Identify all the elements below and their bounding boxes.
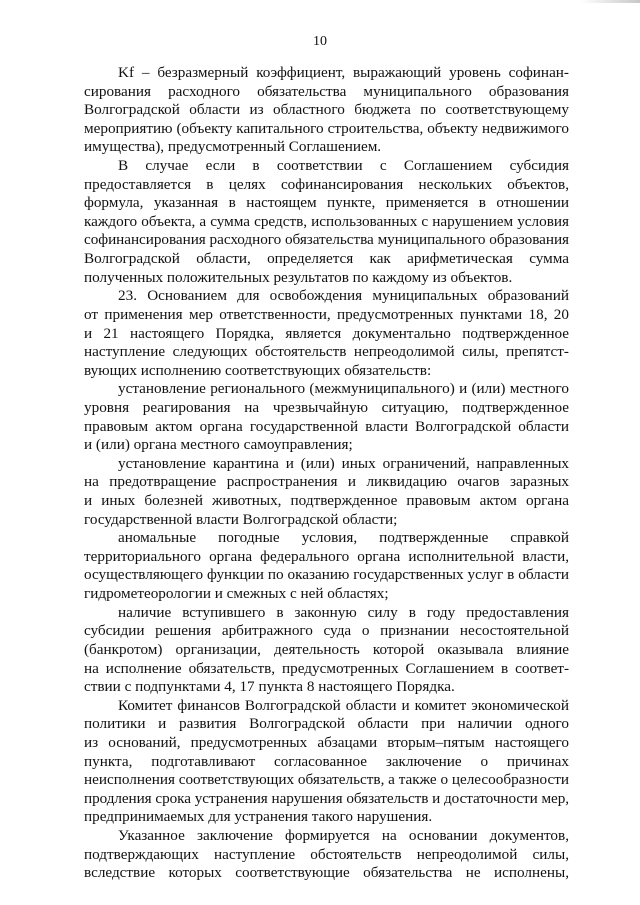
text-line: и иных болезней животных, подтвержденное правовым актом органа — [84, 492, 569, 510]
text-line: софинансирования расходного обязательства муниципального образования — [84, 231, 569, 249]
text-line: установление регионального (межмуниципального) и (или) местного — [118, 380, 569, 398]
scan-edge-mark — [580, 0, 640, 3]
text-line: имущества), предусмотренный Соглашением. — [84, 138, 382, 156]
text-line: Комитет финансов Волгоградской области и комитет экономической — [118, 696, 569, 714]
text-line: каждого объекта, а сумма средств, использованных с нарушением условия — [84, 212, 569, 230]
text-line: мероприятию (объекту капитального строительства, объекту недвижимого — [84, 119, 569, 137]
text-line: Указанное заключение формируется на основании документов, — [118, 826, 569, 844]
text-line: наступление следующих обстоятельств непреодолимой силы, препятст- — [84, 343, 569, 361]
text-line: В случае если в соответствии с Соглашением субсидия — [118, 157, 569, 175]
text-line: аномальные погодные условия, подтвержденные справкой — [118, 529, 569, 547]
text-line: 23. Основанием для освобождения муниципальных образований — [118, 287, 569, 305]
text-line: формула, указанная в настоящем пункте, применяется в отношении — [84, 194, 569, 212]
text-line: пункта, подготавливают согласованное заключение о причинах — [84, 752, 569, 770]
text-line: политики и развития Волгоградской области при наличии одного — [84, 715, 569, 733]
text-line: и 21 настоящего Порядка, является документально подтвержденное — [84, 324, 569, 342]
text-line: от применения мер ответственности, предусмотренных пунктами 18, 20 — [84, 305, 569, 323]
text-line: на предотвращение распространения и ликвидацию очагов заразных — [84, 473, 569, 491]
text-line: вследствие которых соответствующие обязательства не исполнены, — [84, 864, 569, 882]
text-line: территориального органа федерального органа исполнительной власти, — [84, 547, 569, 565]
text-line: и (или) органа местного самоуправления; — [84, 436, 353, 454]
text-line: предоставляется в целях софинансирования нескольких объектов, — [84, 175, 569, 193]
text-line: уровня реагирования на чрезвычайную ситуацию, подтвержденное — [84, 398, 569, 416]
text-line: наличие вступившего в законную силу в году предоставления — [118, 603, 569, 621]
text-line: на исполнение обязательств, предусмотренных Соглашением в соответ- — [84, 659, 569, 677]
text-line: государственной власти Волгоградской области; — [84, 510, 398, 528]
text-line: предпринимаемых для устранения такого нарушения. — [84, 808, 433, 826]
text-line: правовым актом органа государственной власти Волгоградской области — [84, 417, 569, 435]
text-line: подтверждающих наступление обстоятельств непреодолимой силы, — [84, 845, 569, 863]
text-line: Kf – безразмерный коэффициент, выражающий уровень софинан- — [118, 64, 569, 81]
text-line: (банкротом) организации, деятельность которой оказывала влияние — [84, 640, 569, 658]
text-line: вующих исполнению соответствующих обязательств: — [84, 361, 432, 379]
text-line: установление карантина и (или) иных ограничений, направленных — [118, 454, 569, 472]
text-line: полученных положительных результатов по каждому из объектов. — [84, 268, 513, 286]
text-line: продления срока устранения нарушения обязательств и достаточности мер, — [84, 789, 569, 807]
text-line: субсидии решения арбитражного суда о признании несостоятельной — [84, 622, 569, 640]
text-line: осуществляющего функции по оказанию государственных услуг в области — [84, 566, 569, 584]
text-line: из оснований, предусмотренных абзацами вторым–пятым настоящего — [84, 733, 569, 751]
text-line: гидрометеорологии и смежных с ней областях; — [84, 585, 389, 603]
page-number: 10 — [313, 34, 327, 49]
document-body — [84, 64, 569, 883]
text-line: сирования расходного обязательства муниципального образования — [84, 82, 569, 100]
text-line: Волгоградской области из областного бюджета по соответствующему — [84, 101, 569, 119]
text-line: Волгоградской области, определяется как арифметическая сумма — [84, 250, 569, 268]
text-line: неисполнения соответствующих обязательств, а также о целесообразности — [84, 771, 569, 789]
text-line: ствии с подпунктами 4, 17 пункта 8 настоящего Порядка. — [84, 678, 455, 696]
